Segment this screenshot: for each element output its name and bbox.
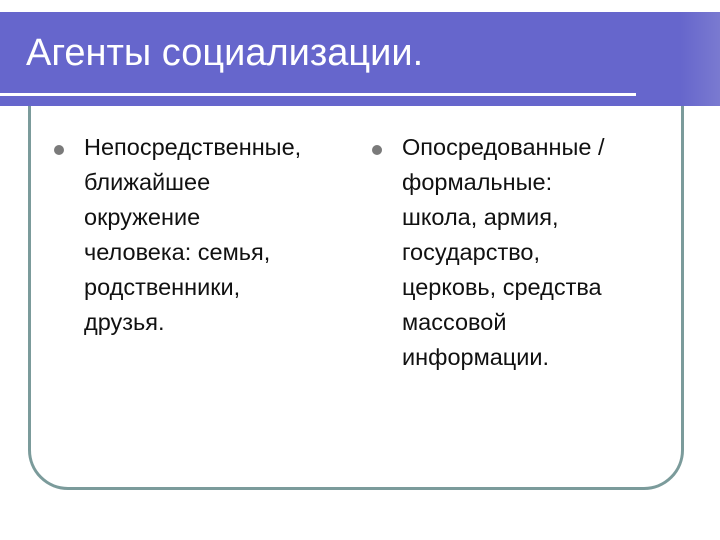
title-underline [0,93,636,96]
slide-title: Агенты социализации. [26,32,424,74]
bullet-dot-icon [372,145,382,155]
bullet-dot-icon [54,145,64,155]
bullet-text: Опосредованные / формальные: школа, армия, государство, церковь, средства массовой информации. [402,134,605,370]
bullet-text: Непосредственные, ближайшее окружение человека: семья, родственники, друзья. [84,134,302,335]
title-bar-edge [680,12,720,106]
